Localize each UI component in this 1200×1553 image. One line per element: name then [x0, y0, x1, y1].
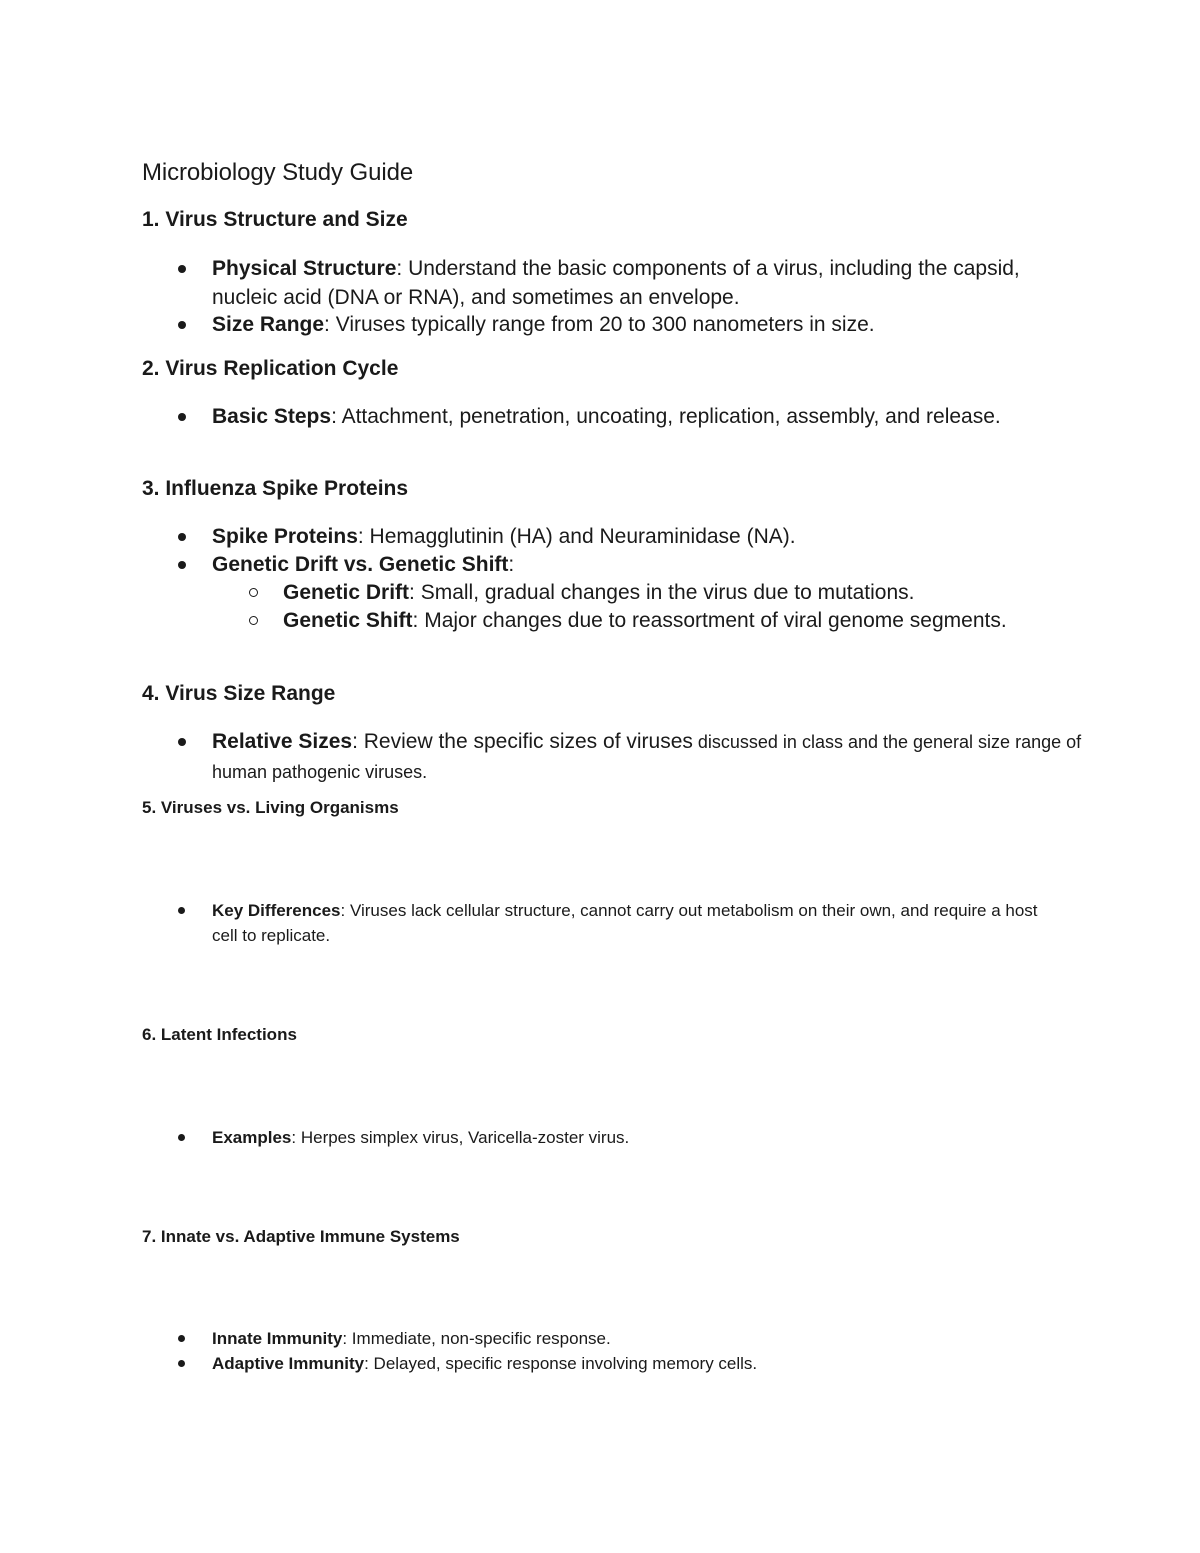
bullet-innate-immunity [212, 1326, 1072, 1351]
bullet-term: Adaptive Immunity [212, 1354, 365, 1373]
bullet-term: Spike Proteins [212, 525, 358, 548]
bullet-dot-icon [178, 533, 186, 541]
bullet-text: : Attachment, penetration, uncoating, replication, assembly, and release. [331, 405, 1001, 428]
bullet-term: Physical Structure [212, 257, 397, 280]
circle-bullet-icon [249, 616, 258, 625]
bullet-dot-icon [178, 1360, 185, 1367]
bullet-term: Innate Immunity [212, 1329, 343, 1348]
bullet-dot-icon [178, 738, 186, 746]
bullet-examples [212, 1125, 1072, 1150]
bullet-basic-steps [212, 402, 1072, 431]
bullet-term: Key Differences [212, 901, 341, 920]
bullet-text: : [508, 553, 515, 576]
bullet-text: : Major changes due to reassortment of viral genome segments. [412, 609, 1007, 632]
bullet-text: : Immediate, non-specific response. [342, 1329, 611, 1348]
bullet-text: : Delayed, specific response involving memory cells. [364, 1354, 758, 1373]
bullet-text: : Hemagglutinin (HA) and Neuraminidase (NA). [357, 525, 796, 548]
bullet-dot-icon [178, 561, 186, 569]
subbullet-genetic-drift [283, 578, 1043, 607]
bullet-key-differences [212, 898, 1062, 948]
bullet-physical-structure [212, 254, 1072, 312]
bullet-term: Basic Steps [212, 405, 332, 428]
bullet-size-range [212, 310, 1072, 339]
section-heading-6: 6. Latent Infections [142, 1025, 297, 1044]
section-heading-5: 5. Viruses vs. Living Organisms [142, 798, 399, 817]
bullet-term: Genetic Drift vs. Genetic Shift [212, 553, 509, 576]
section-heading-7: 7. Innate vs. Adaptive Immune Systems [142, 1227, 460, 1246]
bullet-dot-icon [178, 907, 185, 914]
bullet-drift-vs-shift [212, 550, 1072, 579]
bullet-text: : Viruses lack cellular structure, cannot carry out metabolism on their own, and require a host cell to replicate. [212, 901, 1038, 945]
bullet-dot-icon [178, 321, 186, 329]
subbullet-genetic-shift [283, 606, 1043, 635]
bullet-dot-icon [178, 1134, 185, 1141]
bullet-dot-icon [178, 413, 186, 421]
bullet-text: : Viruses typically range from 20 to 300 nanometers in size. [324, 313, 875, 336]
bullet-spike-proteins [212, 522, 1072, 551]
bullet-dot-icon [178, 1335, 185, 1342]
bullet-text: : Understand the basic components of a virus, including the capsid, nucleic acid (DNA or RNA), and sometimes an envelope. [212, 257, 1020, 309]
bullet-adaptive-immunity [212, 1351, 1072, 1376]
bullet-relative-sizes [212, 727, 1082, 787]
bullet-text: : Small, gradual changes in the virus due to mutations. [409, 581, 915, 604]
bullet-term: Relative Sizes [212, 730, 353, 753]
bullet-text: : Review the specific sizes of viruses [352, 730, 693, 753]
document-title: Microbiology Study Guide [142, 159, 414, 186]
bullet-term: Genetic Shift [283, 609, 413, 632]
bullet-term: Genetic Drift [283, 581, 410, 604]
section-heading-3: 3. Influenza Spike Proteins [142, 477, 409, 500]
bullet-term: Examples [212, 1128, 292, 1147]
section-heading-1: 1. Virus Structure and Size [142, 208, 408, 231]
section-heading-4: 4. Virus Size Range [142, 682, 336, 705]
section-heading-2: 2. Virus Replication Cycle [142, 357, 399, 380]
bullet-term: Size Range [212, 313, 325, 336]
bullet-text-small: discussed in class and the general size range of human pathogenic viruses. [212, 732, 1082, 782]
circle-bullet-icon [249, 588, 258, 597]
bullet-dot-icon [178, 265, 186, 273]
bullet-text: : Herpes simplex virus, Varicella-zoster virus. [291, 1128, 630, 1147]
